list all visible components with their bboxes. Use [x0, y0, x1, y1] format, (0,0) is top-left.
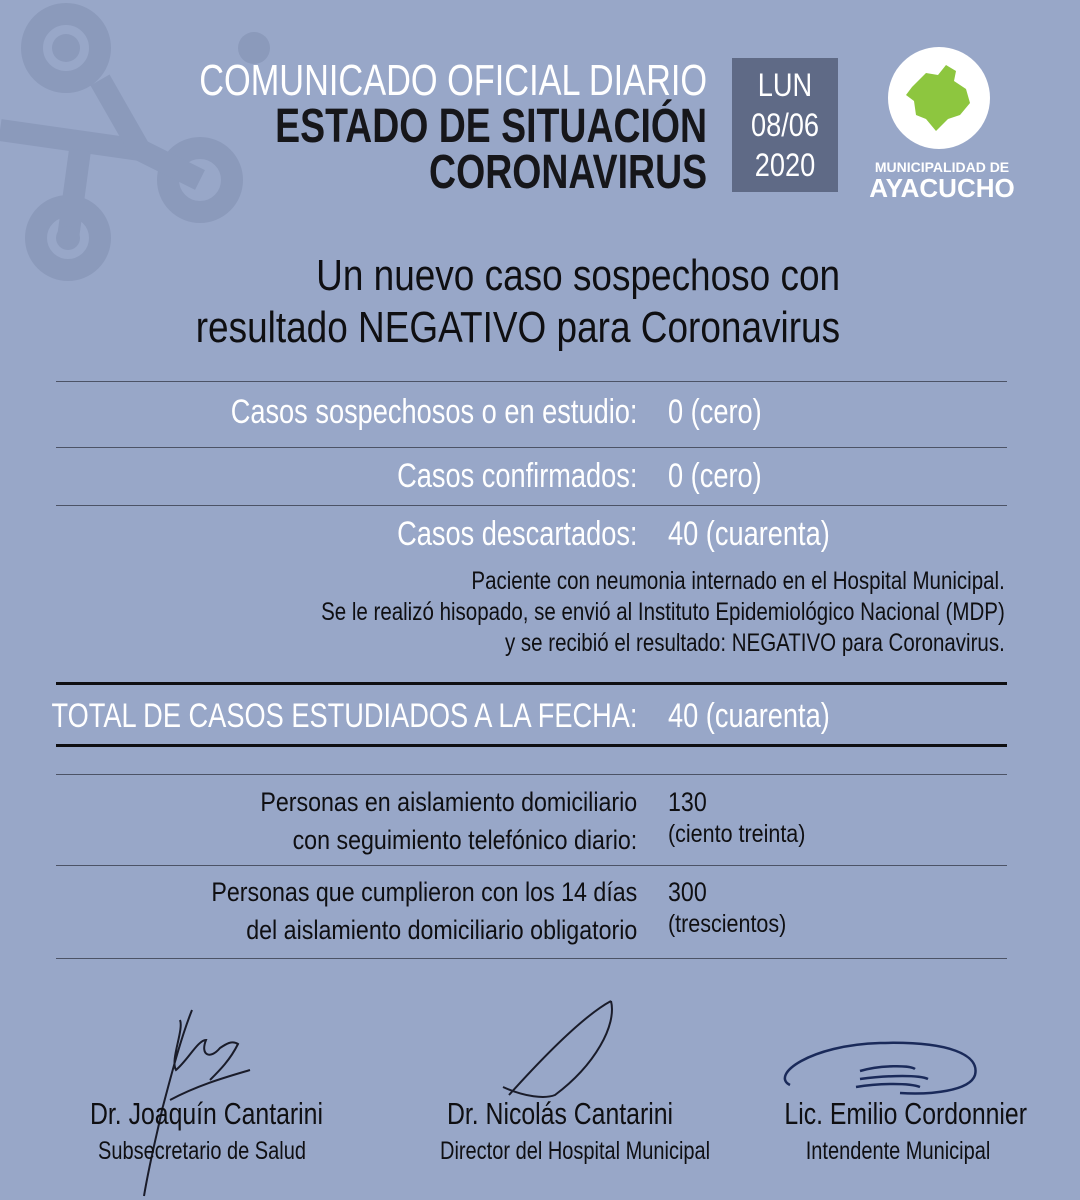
isolation-number: 130 [668, 787, 707, 817]
completed-number: 300 [668, 877, 707, 907]
divider [56, 447, 1007, 448]
signature-block-1 [62, 1095, 342, 1169]
stat-label: Casos sospechosos o en estudio: [230, 393, 637, 431]
stat-label: Casos descartados: [396, 515, 637, 553]
isolation-label [260, 783, 637, 859]
header-title-line2: CORONAVIRUS [428, 146, 707, 199]
signer-name: Dr. Nicolás Cantarini [446, 1096, 674, 1131]
divider [56, 774, 1007, 775]
date-year: 2020 [754, 147, 816, 183]
logo-text-bottom: AYACUCHO [869, 173, 1015, 203]
signer-name: Lic. Emilio Cordonnier [784, 1096, 1027, 1131]
signer-role: Director del Hospital Municipal [440, 1137, 711, 1165]
divider-thick [56, 744, 1007, 747]
divider [56, 865, 1007, 866]
isolation-value [668, 787, 805, 851]
logo-text-top: MUNICIPALIDAD DE [874, 159, 1010, 175]
signature-block-2 [410, 1095, 710, 1169]
date-day: LUN [757, 67, 813, 103]
case-note-line2: Se le realizó hisopado, se envió al Instituto Epidemiológico Nacional (MDP) [321, 598, 1005, 626]
case-note-line3: y se recibió el resultado: NEGATIVO para Coronavirus. [505, 629, 1005, 657]
headline-line2: resultado NEGATIVO para Coronavirus [195, 303, 840, 352]
completed-words: (trescientos) [668, 910, 787, 938]
signature-block-3 [756, 1095, 1040, 1169]
header-subtitle: COMUNICADO OFICIAL DIARIO [199, 56, 707, 105]
signature-2-image [495, 995, 625, 1105]
completed-value [668, 877, 786, 941]
divider-thick [56, 682, 1007, 685]
completed-label-line2: del aislamiento domiciliario obligatorio [245, 915, 637, 945]
divider [56, 958, 1007, 959]
signature-3-image [770, 1035, 985, 1100]
divider [56, 381, 1007, 382]
completed-label-line1: Personas que cumplieron con los 14 días [211, 877, 637, 907]
date-box [732, 58, 838, 192]
municipality-logo [862, 45, 1022, 201]
signer-role: Intendente Municipal [805, 1137, 991, 1165]
stat-value: 0 (cero) [668, 393, 762, 431]
isolation-label-line1: Personas en aislamiento domiciliario [260, 787, 637, 817]
total-value: 40 (cuarenta) [668, 697, 830, 735]
total-label: TOTAL DE CASOS ESTUDIADOS A LA FECHA: [51, 697, 637, 735]
stat-value: 0 (cero) [668, 457, 762, 495]
header-titles [199, 56, 707, 199]
header-title-line1: ESTADO DE SITUACIÓN [275, 100, 707, 153]
headline-line1: Un nuevo caso sospechoso con [316, 251, 840, 300]
case-note-line1: Paciente con neumonia internado en el Hospital Municipal. [471, 567, 1005, 595]
isolation-label-line2: con seguimiento telefónico diario: [292, 825, 637, 855]
signer-role: Subsecretario de Salud [98, 1137, 306, 1165]
headline [196, 250, 840, 354]
stat-value: 40 (cuarenta) [668, 515, 830, 553]
ayacucho-map-icon [886, 45, 992, 151]
case-note [321, 566, 1005, 659]
completed-label [211, 873, 637, 949]
date-daymonth: 08/06 [750, 107, 820, 143]
signer-name: Dr. Joaquín Cantarini [90, 1096, 323, 1131]
stat-label: Casos confirmados: [396, 457, 637, 495]
divider [56, 505, 1007, 506]
isolation-words: (ciento treinta) [668, 820, 806, 848]
